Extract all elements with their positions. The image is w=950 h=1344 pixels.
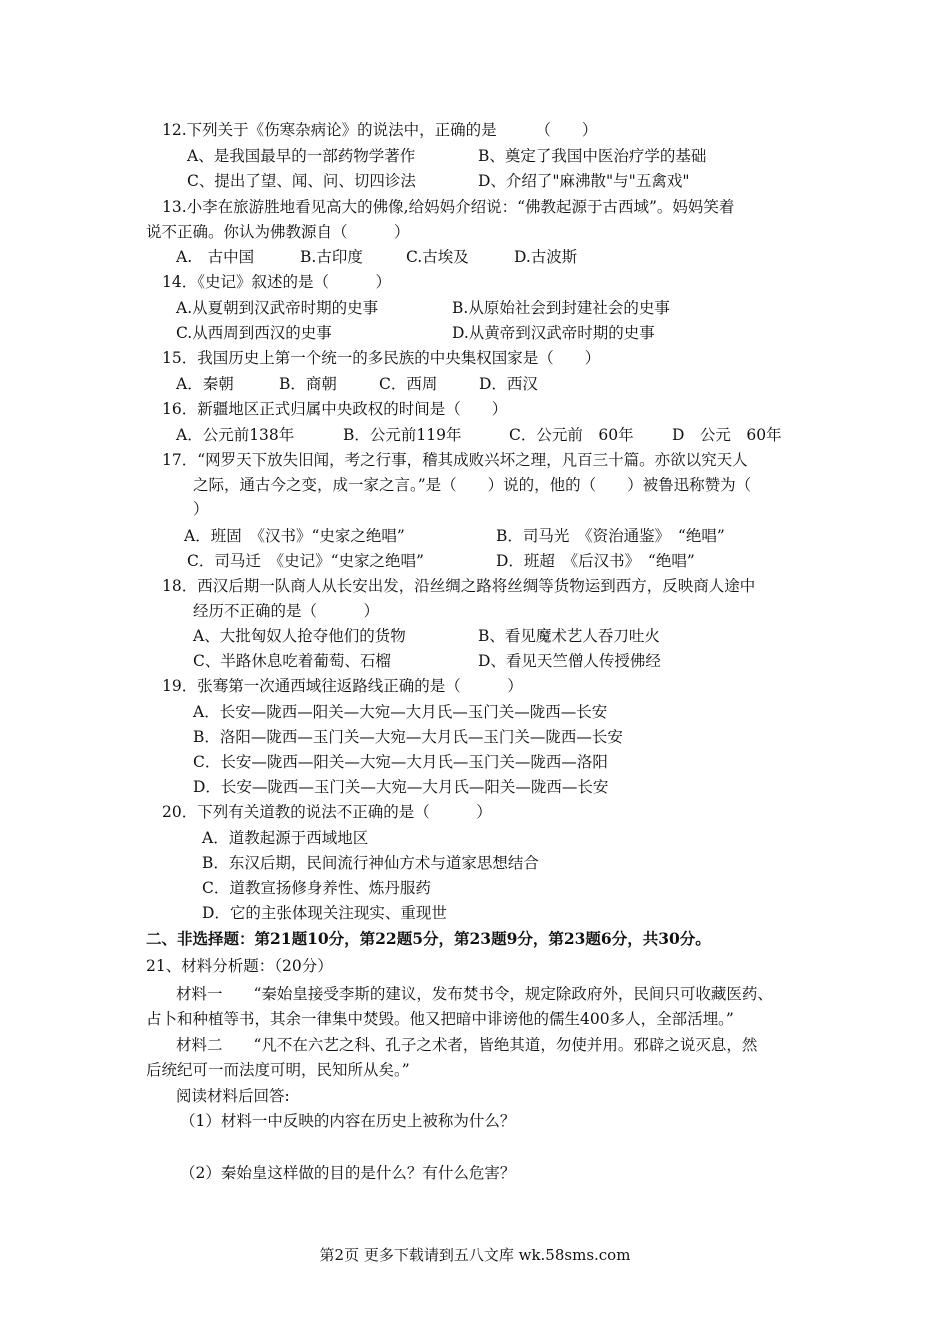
q15-option-c: C．西周 <box>379 375 438 393</box>
q14-option-a: A.从夏朝到汉武帝时期的史事 <box>176 299 379 317</box>
q17-option-b: B．司马光 《资治通鉴》 “绝唱” <box>496 527 725 545</box>
q13-option-b: B.古印度 <box>300 248 363 266</box>
q16-option-d: D 公元 60年 <box>672 426 782 444</box>
q18-option-a: A、大批匈奴人抢夺他们的货物 <box>193 627 406 645</box>
q12-option-b: B、奠定了我国中医治疗学的基础 <box>478 147 707 165</box>
q17-option-d: D．班超 《后汉书》 “绝唱” <box>496 552 695 570</box>
q15-option-b: B．商朝 <box>279 375 337 393</box>
q20-option-b: B．东汉后期，民间流行神仙方术与道家思想结合 <box>202 854 539 872</box>
q14-option-d: D.从黄帝到汉武帝时期的史事 <box>452 324 655 342</box>
q16-option-a: A．公元前138年 <box>176 426 295 444</box>
q13-option-c: C.古埃及 <box>406 248 469 266</box>
q16-option-c: C．公元前 60年 <box>509 426 634 444</box>
q20-option-a: A．道教起源于西域地区 <box>202 829 369 847</box>
q18-option-b: B、看见魔术艺人吞刀吐火 <box>478 627 660 645</box>
q20-option-c: C．道教宣扬修身养性、炼丹服药 <box>202 879 431 897</box>
q21-subquestion-2: （2）秦始皇这样做的目的是什么？有什么危害？ <box>180 1164 516 1182</box>
q18-stem-line2: 经历不正确的是（ ） <box>193 602 380 620</box>
q19-option-b: B．洛阳—陇西—玉门关—大宛—大月氏—玉门关—陇西—长安 <box>193 728 623 746</box>
q19-option-d: D．长安—陇西—玉门关—大宛—大月氏—阳关—陇西—长安 <box>193 778 609 796</box>
q20-option-d: D．它的主张体现关注现实、重现世 <box>202 904 447 922</box>
q21-subquestion-1: （1）材料一中反映的内容在历史上被称为什么？ <box>180 1112 516 1130</box>
q21-material2-line1: 材料二 “凡不在六艺之科、孔子之术者，皆绝其道，勿使并用。邪辟之说灭息，然 <box>176 1036 758 1054</box>
q13-stem-line2: 说不正确。你认为佛教源自（ ） <box>146 223 410 241</box>
q20-stem: 20．下列有关道教的说法不正确的是（ ） <box>162 803 492 821</box>
q15-option-d: D．西汉 <box>479 375 538 393</box>
q13-stem-line1: 13.小李在旅游胜地看见高大的佛像,给妈妈介绍说：“佛教起源于古西域”。妈妈笑着 <box>162 198 735 216</box>
q18-option-d: D、看见天竺僧人传授佛经 <box>478 652 661 670</box>
q17-option-a: A．班固 《汉书》“史家之绝唱” <box>184 527 405 545</box>
q21-stem: 21、材料分析题：（20分） <box>146 957 333 975</box>
q21-material1-line2: 占卜和种植等书，其余一律集中焚毁。他又把暗中诽谤他的儒生400多人，全部活埋。” <box>146 1010 734 1028</box>
q13-option-a: A. 古中国 <box>176 248 255 266</box>
q13-option-d: D.古波斯 <box>514 248 578 266</box>
q17-stem-line2: 之际，通古今之变，成一家之言。”是（ ）说的，他的（ ）被鲁迅称赞为（ <box>193 476 752 494</box>
q16-option-b: B．公元前119年 <box>343 426 462 444</box>
q12-option-c: C、提出了望、闻、问、切四诊法 <box>187 172 416 190</box>
q12-option-d: D、介绍了"麻沸散"与"五禽戏" <box>478 172 690 190</box>
q19-option-a: A．长安—陇西—阳关—大宛—大月氏—玉门关—陇西—长安 <box>193 703 608 721</box>
q12-stem: 12.下列关于《伤寒杂病论》的说法中，正确的是 （ ） <box>162 121 598 139</box>
q17-stem-line3: ） <box>193 500 209 518</box>
q14-stem: 14．《史记》叙述的是（ ） <box>162 273 391 291</box>
q19-option-c: C．长安—陇西—阳关—大宛—大月氏—玉门关—陇西—洛阳 <box>193 753 608 771</box>
q12-option-a: A、是我国最早的一部药物学著作 <box>187 147 416 165</box>
q17-stem-line1: 17．“网罗天下放失旧闻，考之行事，稽其成败兴坏之理，凡百三十篇。亦欲以究天人 <box>162 451 748 469</box>
q16-stem: 16．新疆地区正式归属中央政权的时间是（ ） <box>162 400 508 418</box>
q21-material1-line1: 材料一 “秦始皇接受李斯的建议，发布焚书令，规定除政府外，民间只可收藏医药、 <box>176 985 773 1003</box>
section-2-heading: 二、非选择题：第21题10分，第22题5分，第23题9分，第23题6分，共30分。 <box>146 929 711 948</box>
q15-option-a: A．秦朝 <box>176 375 234 393</box>
q15-stem: 15．我国历史上第一个统一的多民族的中央集权国家是（ ） <box>162 349 601 367</box>
q17-option-c: C．司马迁 《史记》“史家之绝唱” <box>187 552 424 570</box>
q21-material2-line2: 后统纪可一而法度可明，民知所从矣。” <box>146 1061 410 1079</box>
page-footer: 第2页 更多下载请到五八文库 wk.58sms.com <box>319 1246 631 1264</box>
q18-stem-line1: 18．西汉后期一队商人从长安出发，沿丝绸之路将丝绸等货物运到西方，反映商人途中 <box>162 577 756 595</box>
q21-instruction: 阅读材料后回答: <box>176 1087 290 1105</box>
q18-option-c: C、半路休息吃着葡萄、石榴 <box>193 652 391 670</box>
q19-stem: 19．张骞第一次通西域往返路线正确的是（ ） <box>162 677 523 695</box>
q14-option-c: C.从西周到西汉的史事 <box>176 324 332 342</box>
q14-option-b: B.从原始社会到封建社会的史事 <box>452 299 670 317</box>
